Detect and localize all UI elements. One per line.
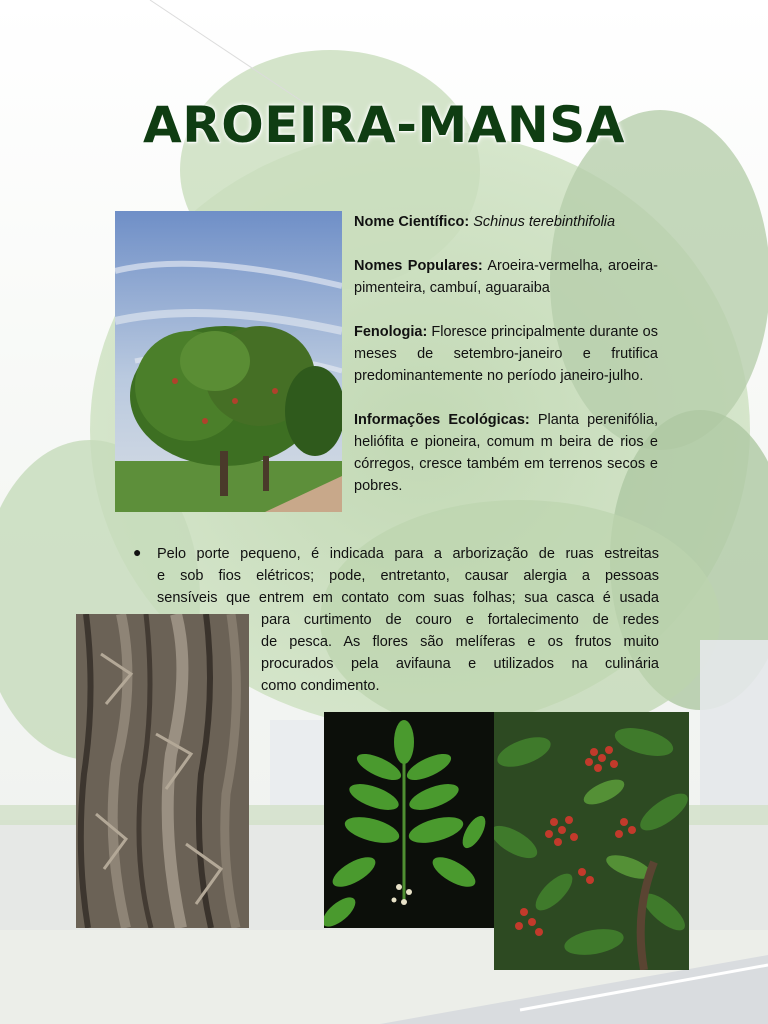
phenology: [354, 321, 658, 387]
species-info: [354, 211, 658, 519]
scientific-name-label: Nome Científico:: [354, 214, 470, 230]
bullet-line-6: procurados pela avifauna e utilizados na culinária: [261, 656, 659, 672]
popular-names: [354, 255, 658, 299]
ecological-info: [354, 409, 658, 497]
ecological-info-label: Informações Ecológicas:: [354, 412, 530, 428]
bullet-icon: ●: [133, 544, 142, 560]
fruits-photo: [494, 712, 689, 970]
tree-photo: [115, 211, 342, 512]
popular-names-value: Aroeira-vermelha, aroeira-pimenteira, cambuí, aguaraiba: [354, 258, 658, 296]
scientific-name-value: Schinus terebinthifolia: [473, 214, 616, 230]
popular-names-label: Nomes Populares:: [354, 258, 483, 274]
bullet-line-1: Pelo porte pequeno, é indicada para a arborização de ruas estreitas: [157, 546, 659, 562]
page-title: AROEIRA-MANSA: [143, 96, 625, 154]
phenology-label: Fenologia:: [354, 324, 428, 340]
bark-photo: [76, 614, 249, 928]
ecological-info-value: Planta perenifólia, heliófita e pioneira, comum m beira de rios e córregos, cresce também em terrenos secos e pobres.: [354, 412, 659, 494]
phenology-value: Floresce principalmente durante os meses de setembro-janeiro e frutifica predominantemente no período janeiro-julho.: [354, 324, 658, 384]
bullet-line-2: e sob fios elétricos; pode, entretanto, causar alergia a pessoas: [157, 568, 659, 584]
bullet-line-5: de pesca. As flores são melíferas e os frutos muito: [261, 634, 659, 650]
scientific-name: [354, 211, 658, 233]
bullet-line-7: como condimento.: [261, 678, 380, 694]
bullet-line-3: sensíveis que entrem em contato com suas folhas; sua casca é usada: [157, 590, 659, 606]
leaves-photo: [324, 712, 494, 928]
bullet-line-4: para curtimento de couro e fortalecimento de redes: [261, 612, 659, 628]
